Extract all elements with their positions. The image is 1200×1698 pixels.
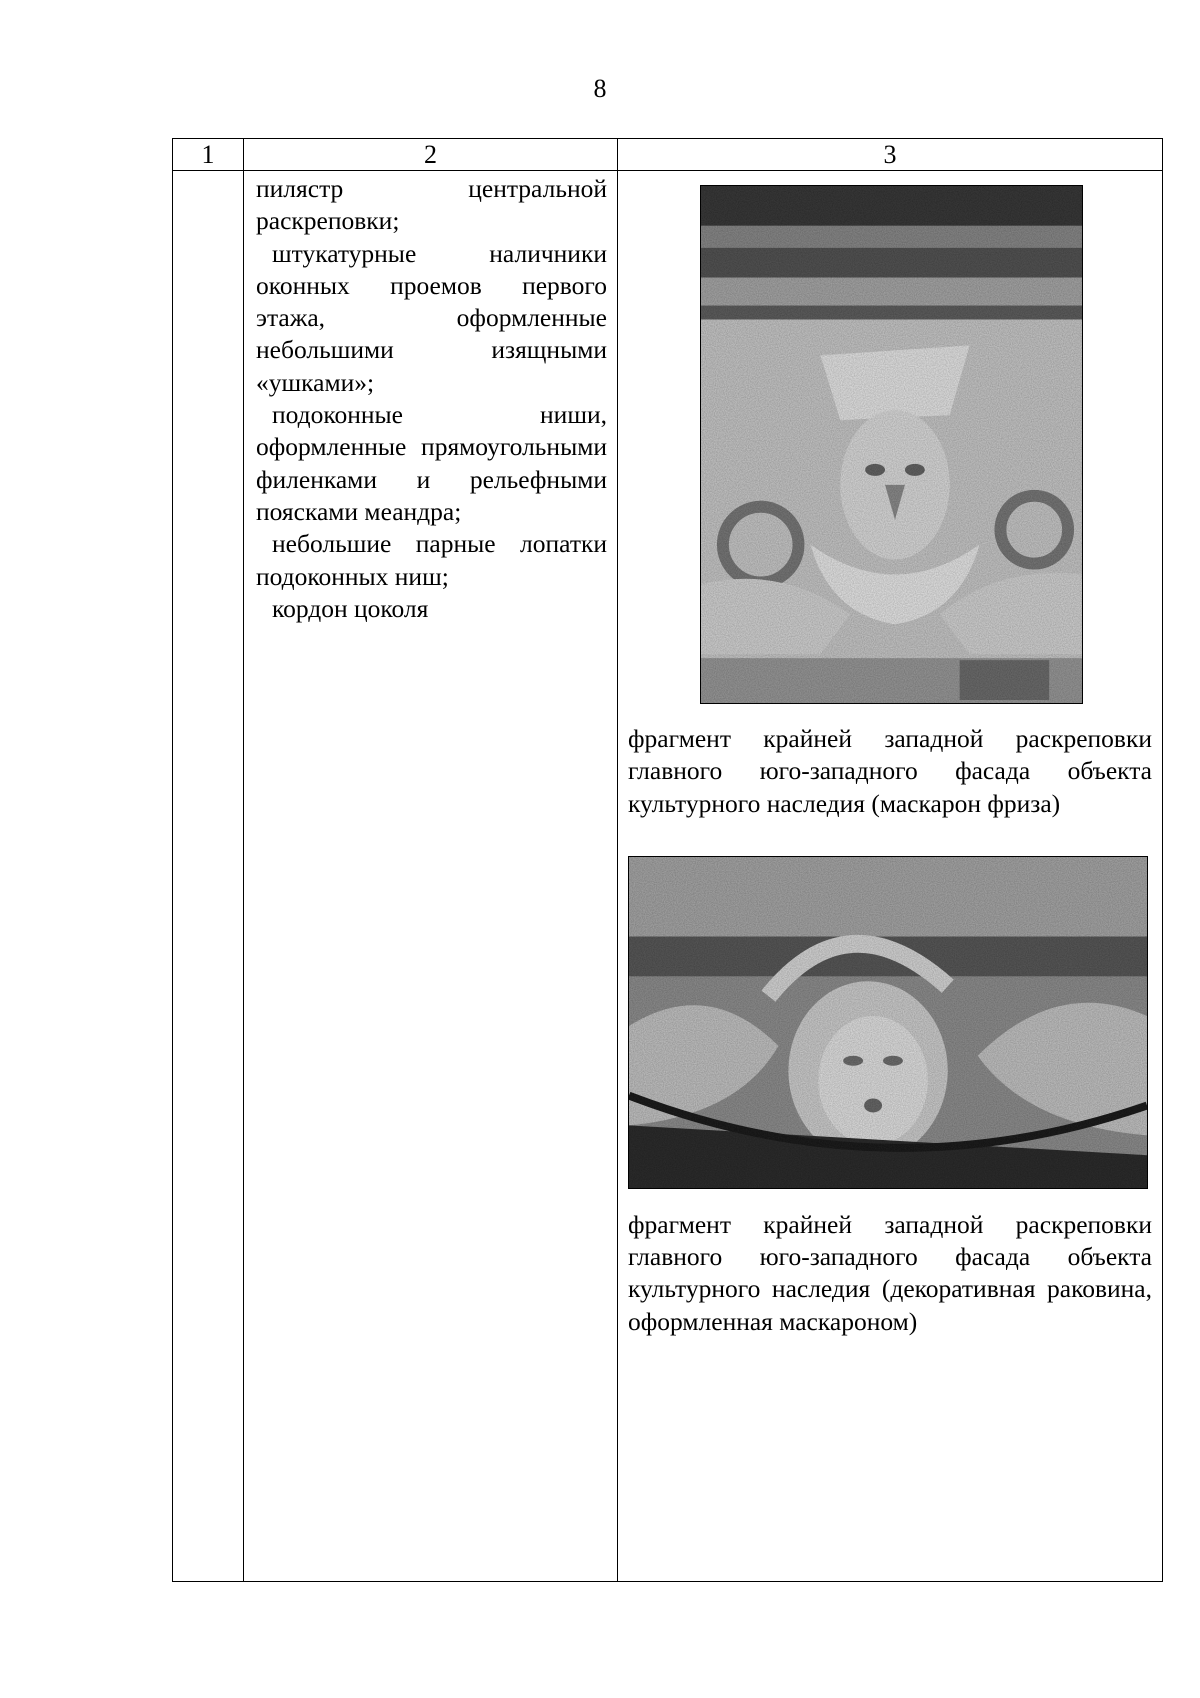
photo-caption: фрагмент крайней западной раскреповки главного юго-западного фасада объекта культурного наследия (маскарон фриза) [628,724,1152,818]
list-item: подоконные ниши, оформленные прямоугольными филенками и рельефными поясками меандра; [256,400,607,526]
list-item: штукатурные наличники оконных проемов первого этажа, оформленные небольшими изящными «ушками»; [256,238,607,397]
photo-caption: фрагмент крайней западной раскреповки главного юго-западного фасада объекта культурного наследия (декоративная раковина, оформленная маскароном) [628,1209,1152,1336]
list-item: небольшие парные лопатки подоконных ниш; [256,529,607,591]
table-header-row [173,139,1163,171]
table-row [173,171,1163,1582]
heritage-table [172,138,1163,1582]
page-number: 8 [593,74,607,103]
row-number-cell [173,171,244,1582]
list-item: пилястр центральной раскреповки; [256,174,607,236]
description-cell [244,171,618,1582]
header-col-2: 2 [244,139,618,171]
list-item: кордон цоколя [272,593,429,623]
shell-mascaron-photo [628,856,1148,1189]
mascaron-photo [700,185,1083,704]
header-col-1: 1 [173,139,244,171]
header-col-3: 3 [618,139,1163,171]
photo-cell [618,171,1163,1582]
